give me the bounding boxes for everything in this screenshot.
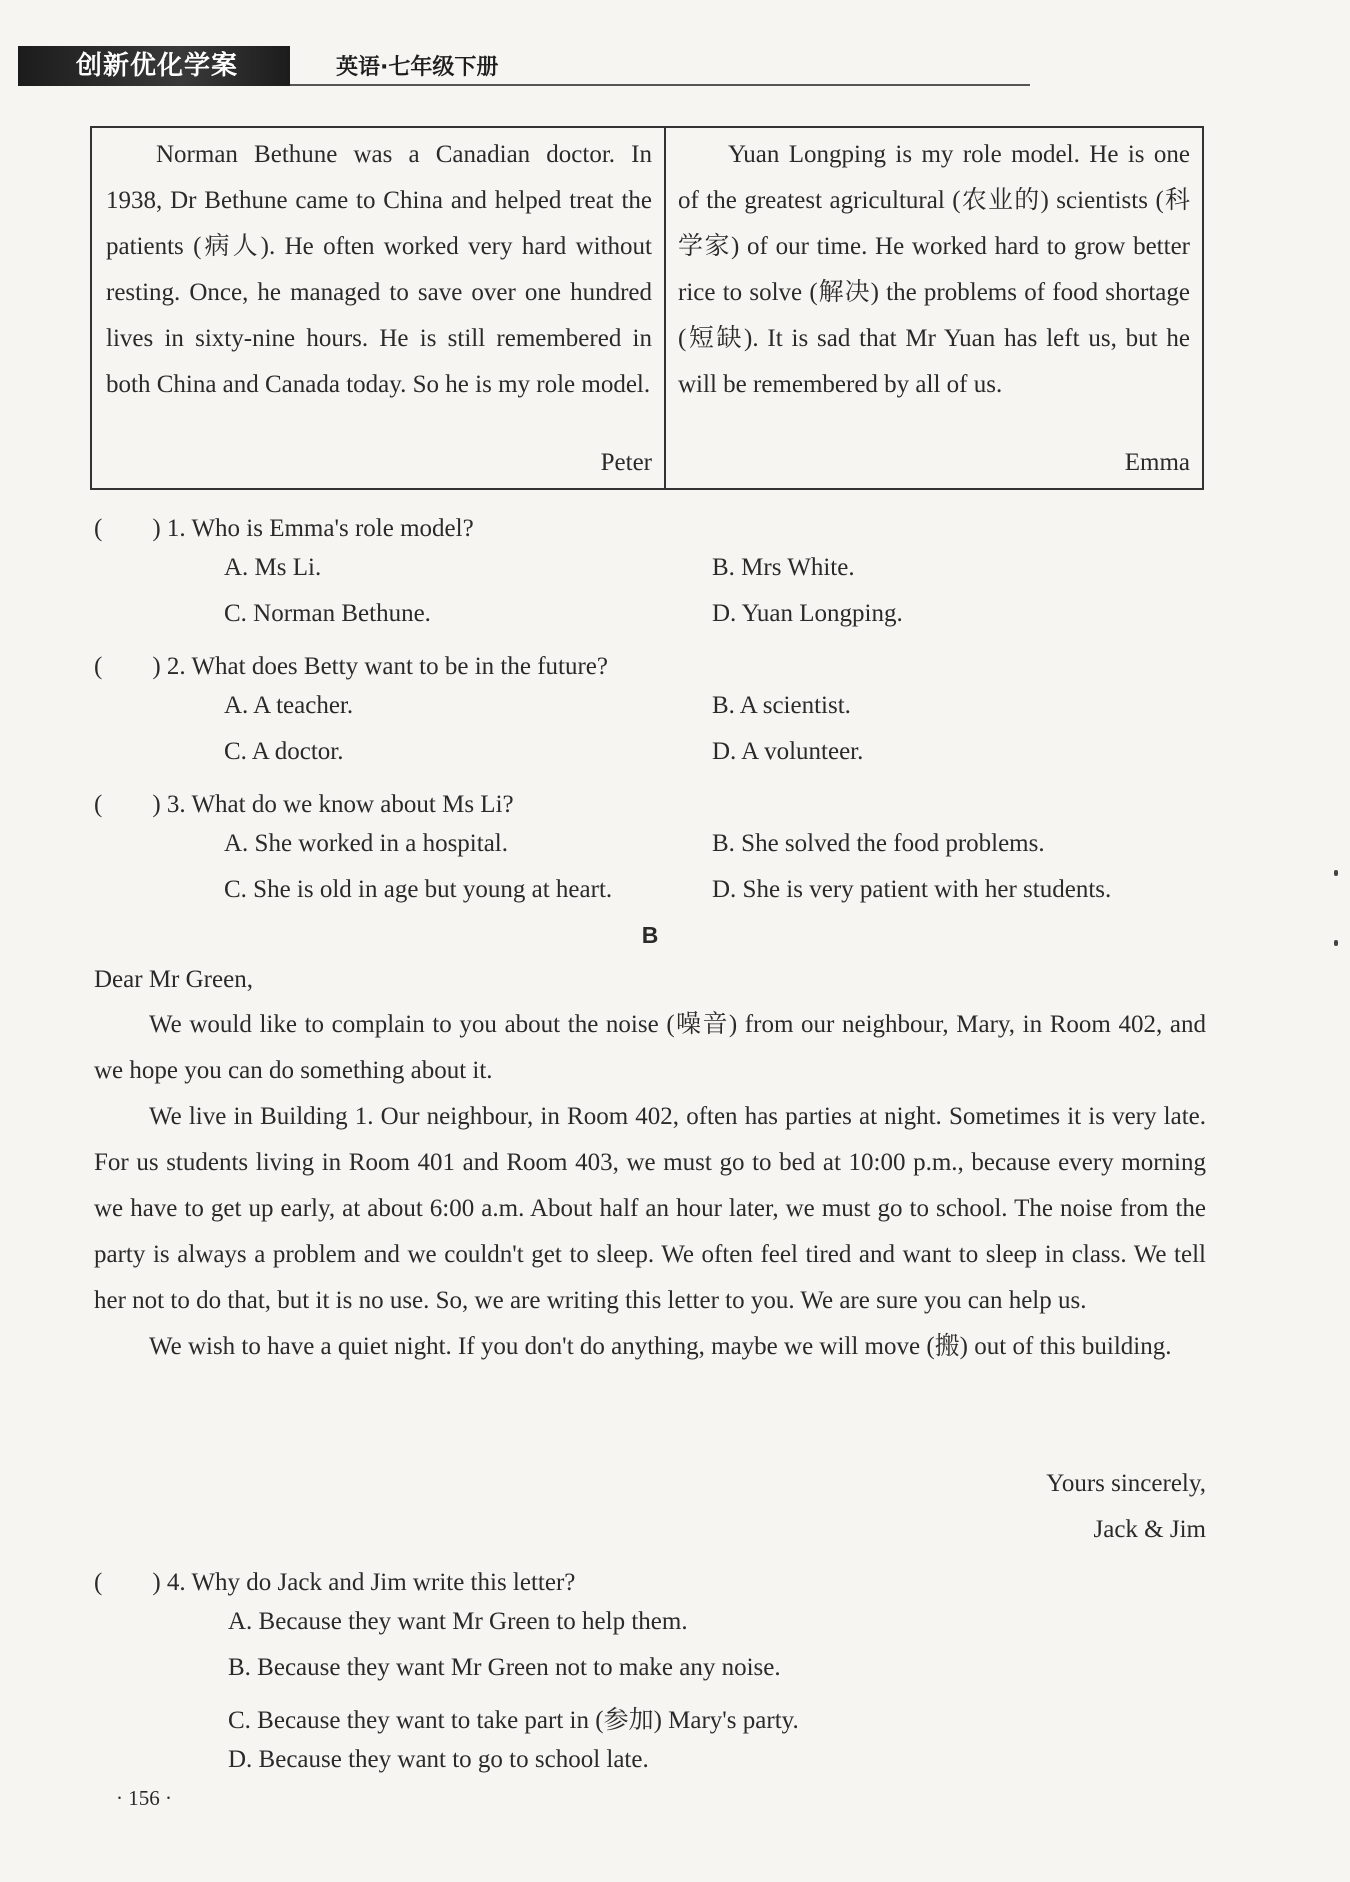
question-1: ( ) 1. Who is Emma's role model? [94, 515, 474, 542]
question-4: ( ) 4. Why do Jack and Jim write this letter? [94, 1569, 576, 1596]
letter-paragraph-2: We live in Building 1. Our neighbour, in Room 402, often has parties at night. Sometimes it is very late. For us students living in Room 401 and Room 403, we must go to bed at 10:00 p.m., because every morning we have to get up early, at about 6:00 a.m. About half an hour later, we must go to school. The noise from the party is always a problem and we couldn't get to sleep. We often feel tired and want to sleep in class. We tell her not to do that, but it is no use. So, we are writing this letter to you. We are sure you can help us. [94, 1103, 1206, 1314]
header-rule [290, 84, 1030, 86]
q1-option-d: D. Yuan Longping. [712, 600, 903, 627]
section-b-heading: B [641, 922, 659, 948]
q4-option-c: C. Because they want to take part in (参加) Mary's party. [228, 1707, 799, 1734]
peter-cell [92, 128, 666, 488]
letter-paragraph-1: We would like to complain to you about the noise (噪音) from our neighbour, Mary, in Room 402, and we hope you can do something about it. [94, 1011, 1206, 1084]
emma-cell [666, 128, 1202, 488]
q2-option-a: A. A teacher. [224, 692, 354, 719]
letter-salutation: Dear Mr Green, [94, 966, 253, 993]
letter-paragraph-3: We wish to have a quiet night. If you don't do anything, maybe we will move (搬) out of this building. [149, 1333, 1172, 1360]
role-model-table [90, 126, 1204, 490]
page-number: · 156 · [116, 1786, 172, 1810]
peter-text: Norman Bethune was a Canadian doctor. In 1938, Dr Bethune came to China and helped treat the patients (病人). He often worked very hard without resting. Once, he managed to save over one hundred lives in sixty-nine hours. He is still remembered in both China and Canada today. So he is my role model. [106, 141, 652, 398]
question-3: ( ) 3. What do we know about Ms Li? [94, 791, 514, 818]
q1-option-c: C. Norman Bethune. [224, 600, 431, 627]
q4-option-d: D. Because they want to go to school late. [228, 1746, 649, 1773]
letter-body [94, 1002, 1206, 1370]
q2-option-c: C. A doctor. [224, 738, 344, 765]
subject-title: 英语·七年级下册 [336, 55, 499, 80]
q1-option-a: A. Ms Li. [224, 554, 322, 581]
brand-logo: 创新优化学案 [18, 46, 290, 86]
emma-signature: Emma [1124, 449, 1190, 476]
q2-option-d: D. A volunteer. [712, 738, 864, 765]
emma-text: Yuan Longping is my role model. He is one of the greatest agricultural (农业的) scientists (科学家) of our time. He worked hard to grow better rice to solve (解决) the problems of food shortage (短缺). It is sad that Mr Yuan has left us, but he will be remembered by all of us. [678, 141, 1190, 398]
q3-option-d: D. She is very patient with her students. [712, 876, 1112, 903]
q3-option-a: A. She worked in a hospital. [224, 830, 508, 857]
peter-signature: Peter [600, 449, 652, 476]
question-2: ( ) 2. What does Betty want to be in the future? [94, 653, 608, 680]
page-header [18, 46, 1028, 90]
q3-option-b: B. She solved the food problems. [712, 830, 1045, 857]
letter-closing: Yours sincerely, [1046, 1470, 1206, 1497]
q2-option-b: B. A scientist. [712, 692, 851, 719]
scan-mark [1334, 940, 1338, 946]
letter-signature: Jack & Jim [1093, 1516, 1206, 1543]
q1-option-b: B. Mrs White. [712, 554, 855, 581]
q4-option-b: B. Because they want Mr Green not to make any noise. [228, 1654, 781, 1681]
q3-option-c: C. She is old in age but young at heart. [224, 876, 613, 903]
scan-mark [1334, 870, 1338, 876]
q4-option-a: A. Because they want Mr Green to help them. [228, 1608, 688, 1635]
